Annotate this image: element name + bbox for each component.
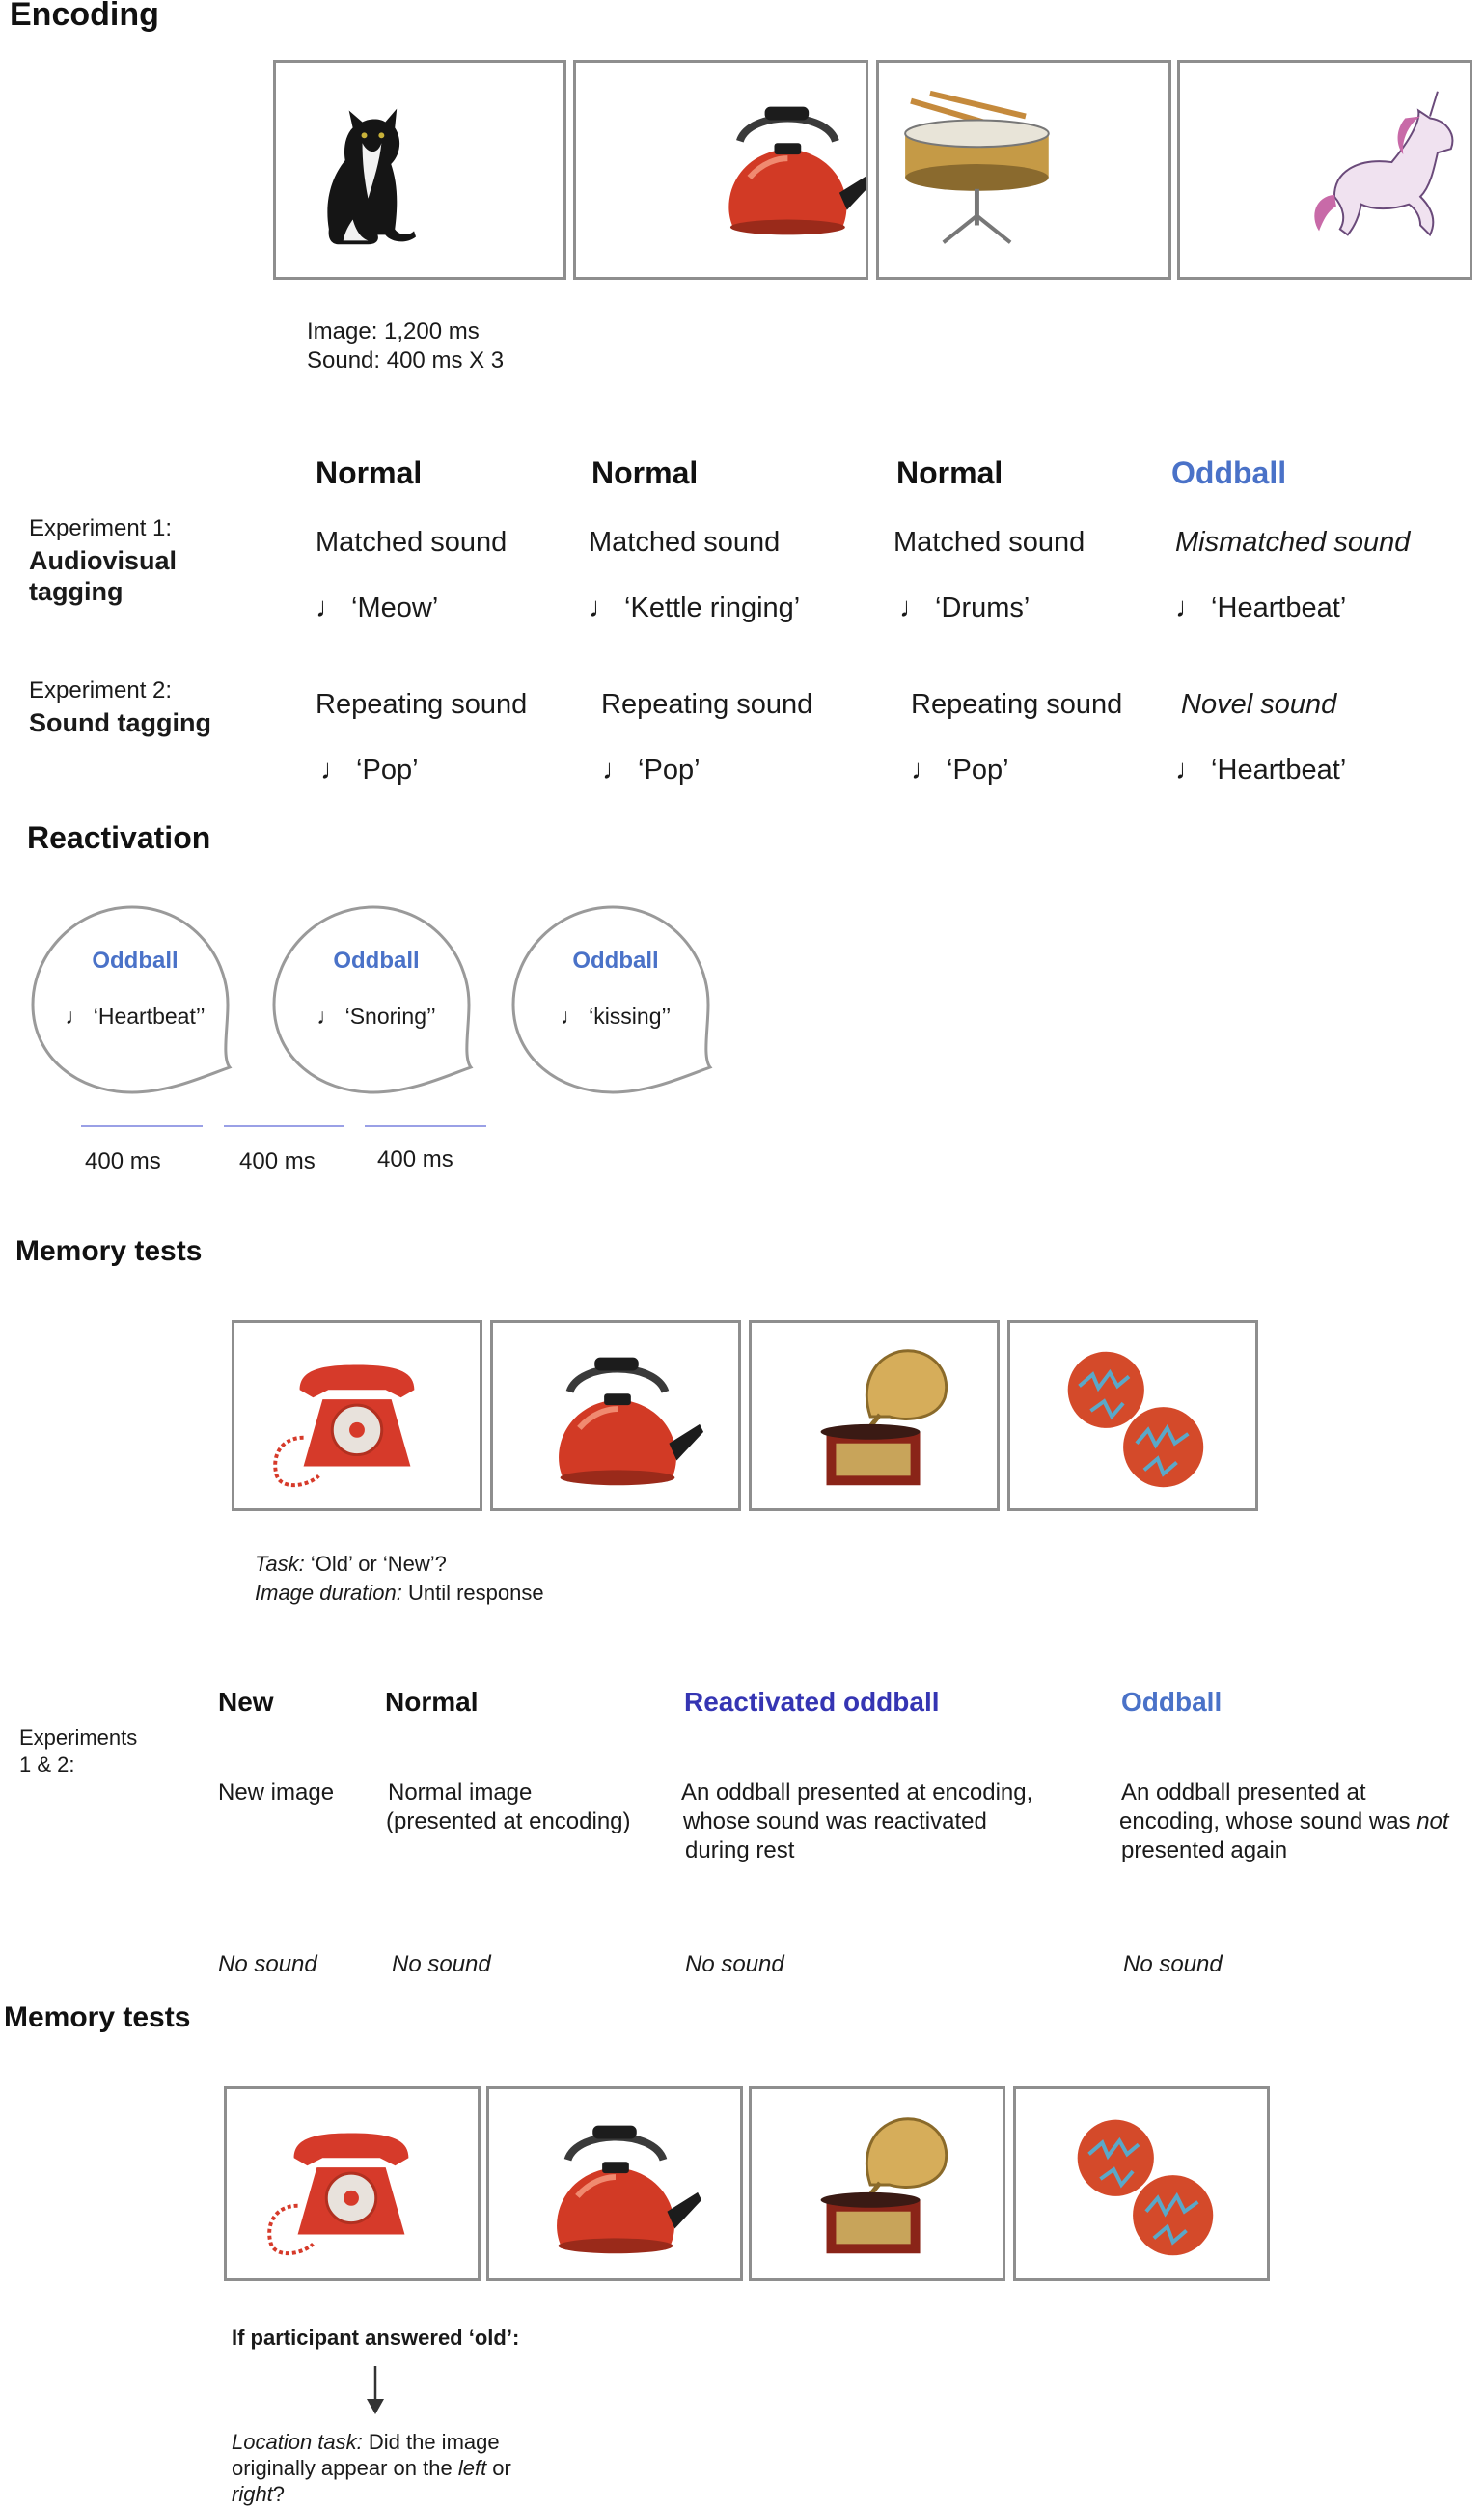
reactivation-bubble-1: [29, 903, 241, 1096]
speech-bubble-icon: [270, 903, 482, 1096]
duration-3: 400 ms: [377, 1146, 453, 1172]
header-normal-1: Normal: [316, 455, 423, 490]
kettle-icon: [489, 2089, 740, 2278]
telephone-icon: [227, 2089, 478, 2278]
exp1-label-line1: Experiment 1:: [29, 515, 173, 541]
test-header-normal: Normal: [385, 1687, 479, 1717]
header-normal-2: Normal: [591, 455, 699, 490]
image-duration-line: [255, 1581, 544, 1606]
exp2-sound-2: ♩ ‘Pop’: [602, 755, 701, 785]
exp1-sound-1: ♩ ‘Meow’: [316, 593, 439, 623]
image-duration-text: Until response: [401, 1581, 544, 1605]
exp2-sound-type-3: Repeating sound: [911, 689, 1123, 720]
encoding-title: Encoding: [10, 0, 159, 33]
location-right: right: [232, 2482, 273, 2506]
exp1-sound-type-2: Matched sound: [589, 527, 781, 558]
desc-oddball-2a: encoding, whose sound was: [1119, 1808, 1417, 1834]
desc-oddball-1: An oddball presented at: [1121, 1779, 1366, 1805]
balls-icon: [1016, 2089, 1267, 2278]
exp1-sound-2: ♩ ‘Kettle ringing’: [589, 593, 801, 623]
experiments-label-line2: 1 & 2:: [19, 1752, 75, 1777]
desc-oddball-not: not: [1416, 1808, 1449, 1834]
kettle-icon: [493, 1323, 738, 1508]
drum-image: [876, 60, 1171, 280]
exp1-sound-4: ♩ ‘Heartbeat’: [1175, 593, 1347, 623]
gramophone-icon: [752, 2089, 1003, 2278]
bubble-3-sound: ♩ ‘kissing’’: [560, 1004, 672, 1029]
bubble-1-label: Oddball: [92, 948, 179, 974]
bubble-1-sound: ♩ ‘Heartbeat’’: [65, 1004, 206, 1029]
memory-tests-title-1: Memory tests: [15, 1235, 203, 1267]
exp2-label-line2: Sound tagging: [29, 708, 211, 737]
unicorn-image: [1177, 60, 1472, 280]
location-task-text1: Did the image: [362, 2430, 500, 2454]
exp2-sound-3: ♩ ‘Pop’: [911, 755, 1009, 785]
header-oddball: Oddball: [1171, 455, 1287, 490]
desc-reactivated-1: An oddball presented at encoding,: [681, 1779, 1033, 1805]
location-task-line2: [232, 2456, 511, 2481]
no-sound-1: No sound: [218, 1951, 317, 1977]
location-task-line3: [232, 2482, 285, 2507]
no-sound-4: No sound: [1123, 1951, 1223, 1977]
encoding-timing-image: Image: 1,200 ms: [307, 318, 480, 345]
desc-new: New image: [218, 1779, 335, 1805]
exp1-label-line2: Audiovisual: [29, 546, 178, 575]
desc-oddball-3: presented again: [1121, 1837, 1288, 1863]
unicorn-icon: [1180, 63, 1470, 277]
experiments-label-line1: Experiments: [19, 1725, 138, 1750]
speech-bubble-icon: [509, 903, 722, 1096]
test-header-reactivated-oddball: Reactivated oddball: [684, 1687, 940, 1717]
speech-bubble-icon: [29, 903, 241, 1096]
gramophone-image: [749, 2086, 1005, 2281]
desc-reactivated-3: during rest: [685, 1837, 795, 1863]
duration-1: 400 ms: [85, 1148, 161, 1174]
kettle-icon: [576, 63, 866, 277]
balls-image: [1013, 2086, 1270, 2281]
location-task-label: Location task:: [232, 2430, 363, 2454]
cat-image: [273, 60, 566, 280]
desc-oddball-2: [1119, 1808, 1449, 1835]
telephone-icon: [234, 1323, 480, 1508]
exp2-sound-1: ♩ ‘Pop’: [320, 755, 419, 785]
location-or: or: [486, 2456, 511, 2480]
exp1-sound-type-1: Matched sound: [316, 527, 508, 558]
duration-2: 400 ms: [239, 1148, 316, 1174]
timeline-segment-2: [224, 1125, 344, 1127]
if-answered-old: If participant answered ‘old’:: [232, 2326, 520, 2350]
desc-normal-1: Normal image: [388, 1779, 533, 1805]
gramophone-image: [749, 1320, 1000, 1511]
exp1-sound-3: ♩ ‘Drums’: [899, 593, 1031, 623]
balls-image: [1007, 1320, 1258, 1511]
timeline-segment-3: [365, 1125, 486, 1127]
bubble-2-label: Oddball: [333, 948, 420, 974]
desc-reactivated-2: whose sound was reactivated: [683, 1808, 987, 1834]
test-header-new: New: [218, 1687, 274, 1717]
no-sound-3: No sound: [685, 1951, 784, 1977]
reactivation-bubble-3: [509, 903, 722, 1096]
down-arrow-icon: [363, 2364, 388, 2418]
image-duration-label: Image duration:: [255, 1581, 402, 1605]
location-left: left: [457, 2456, 487, 2480]
bubble-3-label: Oddball: [572, 948, 659, 974]
exp2-label-line1: Experiment 2:: [29, 677, 173, 703]
encoding-timing-sound: Sound: 400 ms X 3: [307, 347, 505, 373]
drum-icon: [879, 63, 1168, 277]
gramophone-icon: [752, 1323, 997, 1508]
exp1-label-line3: tagging: [29, 577, 124, 606]
telephone-image: [224, 2086, 481, 2281]
location-task-text2: originally appear on the: [232, 2456, 458, 2480]
exp2-sound-type-2: Repeating sound: [601, 689, 813, 720]
bubble-2-sound: ♩ ‘Snoring’’: [316, 1004, 436, 1029]
task-line: [255, 1552, 447, 1577]
location-task-line1: [232, 2430, 500, 2455]
cat-icon: [276, 63, 563, 277]
task-text: ‘Old’ or ‘New’?: [304, 1552, 447, 1576]
balls-icon: [1010, 1323, 1255, 1508]
test-header-oddball: Oddball: [1121, 1687, 1223, 1717]
telephone-image: [232, 1320, 482, 1511]
location-question: ?: [272, 2482, 286, 2506]
memory-tests-title-2: Memory tests: [4, 2001, 191, 2033]
timeline-segment-1: [81, 1125, 203, 1127]
exp1-sound-type-4: Mismatched sound: [1175, 527, 1411, 558]
exp2-sound-type-1: Repeating sound: [316, 689, 528, 720]
exp2-sound-type-4: Novel sound: [1181, 689, 1337, 720]
no-sound-2: No sound: [392, 1951, 491, 1977]
reactivation-bubble-2: [270, 903, 482, 1096]
header-normal-3: Normal: [896, 455, 1003, 490]
kettle-image: [573, 60, 868, 280]
task-label: Task:: [255, 1552, 305, 1576]
desc-normal-2: (presented at encoding): [386, 1808, 631, 1834]
kettle-image: [490, 1320, 741, 1511]
exp2-sound-4: ♩ ‘Heartbeat’: [1175, 755, 1347, 785]
reactivation-title: Reactivation: [27, 820, 211, 855]
kettle-image: [486, 2086, 743, 2281]
exp1-sound-type-3: Matched sound: [893, 527, 1086, 558]
